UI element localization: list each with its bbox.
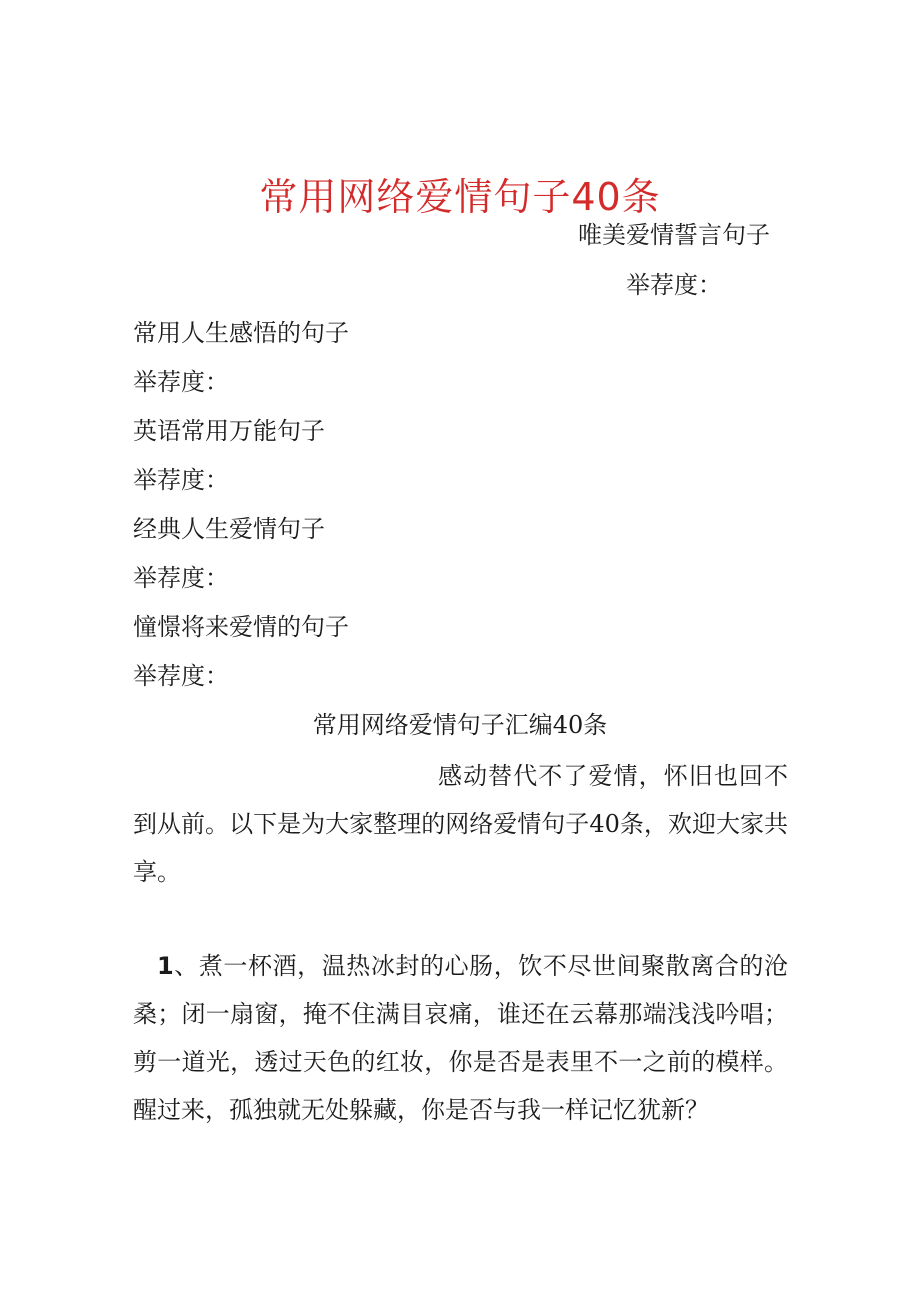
related-link-1-rating: 举荐度：: [626, 271, 722, 299]
related-link-2-label[interactable]: 常用人生感悟的句子: [133, 319, 349, 347]
list-item: [133, 942, 788, 1134]
list-item-text: 、煮一杯酒，温热冰封的心肠，饮不尽世间聚散离合的沧桑；闭一扇窗，掩不住满目哀痛，谁还在云幕那端浅浅吟唱；剪一道光，透过天色的红妆，你是否是表里不一之前的模样。醒过来，孤独就无处躲藏，你是否与我一样记忆犹新？: [133, 952, 788, 1124]
list-item-number: 1: [157, 952, 174, 980]
section-title: 常用网络爱情句子汇编40条: [312, 711, 608, 739]
related-link-5-label[interactable]: 憧憬将来爱情的句子: [133, 613, 349, 641]
related-link-3-label[interactable]: 英语常用万能句子: [133, 417, 325, 445]
document-title: 常用网络爱情句子40条: [259, 175, 661, 220]
related-link-2-rating: 举荐度：: [133, 368, 229, 396]
related-link-4-rating: 举荐度：: [133, 564, 229, 592]
related-link-5-rating: 举荐度：: [133, 662, 229, 690]
intro-paragraph: 感动替代不了爱情，怀旧也回不到从前。以下是为大家整理的网络爱情句子40条，欢迎大家共享。: [133, 762, 788, 886]
related-link-3-rating: 举荐度：: [133, 466, 229, 494]
related-link-4-label[interactable]: 经典人生爱情句子: [133, 515, 325, 543]
related-link-1-label[interactable]: 唯美爱情誓言句子: [578, 221, 770, 249]
